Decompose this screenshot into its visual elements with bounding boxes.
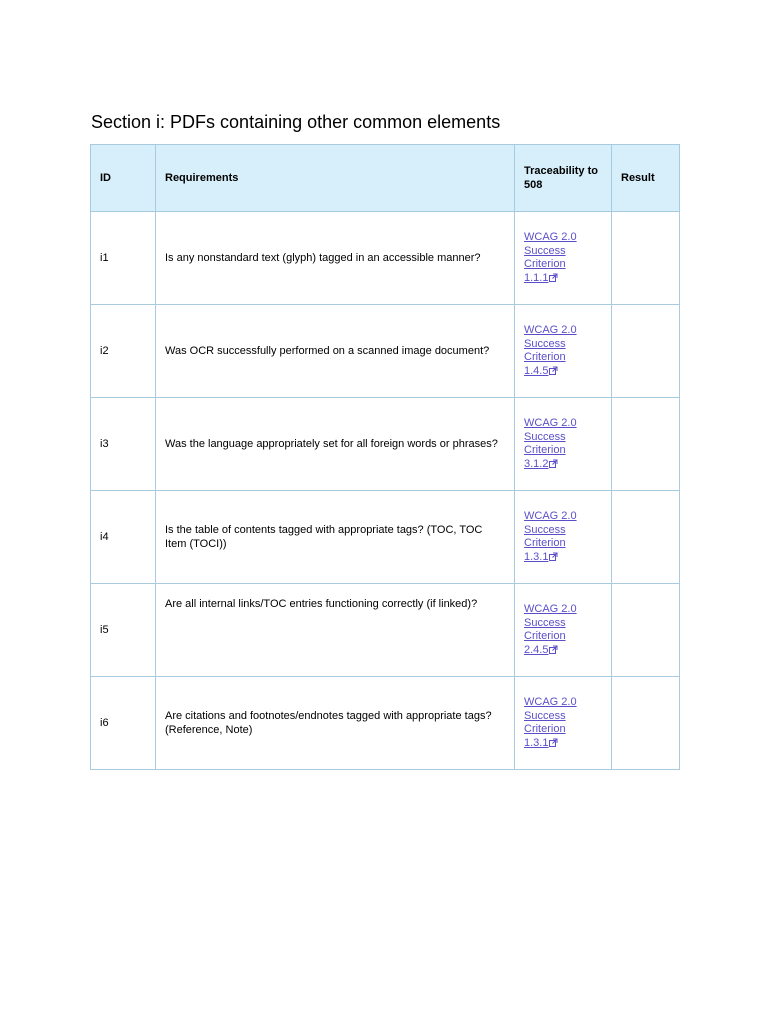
link-line: 3.1.2 xyxy=(524,457,549,470)
header-id: ID xyxy=(91,145,156,212)
link-line: Criterion xyxy=(524,444,566,456)
link-line: WCAG 2.0 xyxy=(524,324,577,336)
link-line: WCAG 2.0 xyxy=(524,696,577,708)
table-row xyxy=(91,584,680,677)
link-line: 1.3.1 xyxy=(524,550,549,563)
link-line: 1.3.1 xyxy=(524,736,549,749)
wcag-link[interactable] xyxy=(524,603,594,657)
row-result xyxy=(612,212,680,305)
row-requirement: Are citations and footnotes/endnotes tagged with appropriate tags? (Reference, Note) xyxy=(156,677,515,770)
header-requirements: Requirements xyxy=(156,145,515,212)
row-traceability xyxy=(515,677,612,770)
row-id: i5 xyxy=(91,584,156,677)
row-result xyxy=(612,305,680,398)
row-requirement: Is the table of contents tagged with appropriate tags? (TOC, TOC Item (TOCI)) xyxy=(156,491,515,584)
wcag-link[interactable] xyxy=(524,696,594,750)
external-link-icon xyxy=(549,645,558,654)
link-line: WCAG 2.0 xyxy=(524,603,577,615)
row-result xyxy=(612,398,680,491)
link-line: Success xyxy=(524,523,566,536)
external-link-icon xyxy=(549,552,558,561)
table-header-row xyxy=(91,145,680,212)
requirements-table xyxy=(90,144,680,770)
link-line: Criterion xyxy=(524,351,566,363)
row-traceability xyxy=(515,212,612,305)
link-line: Criterion xyxy=(524,537,566,549)
row-id: i6 xyxy=(91,677,156,770)
link-line: Success xyxy=(524,430,566,443)
row-requirement: Was the language appropriately set for all foreign words or phrases? xyxy=(156,398,515,491)
row-id: i3 xyxy=(91,398,156,491)
wcag-link[interactable] xyxy=(524,417,594,471)
link-line: 1.1.1 xyxy=(524,271,549,284)
table-row xyxy=(91,491,680,584)
row-requirement: Are all internal links/TOC entries functioning correctly (if linked)? xyxy=(156,584,515,677)
row-traceability xyxy=(515,584,612,677)
table-row xyxy=(91,398,680,491)
link-line: 2.4.5 xyxy=(524,643,549,656)
row-traceability xyxy=(515,398,612,491)
external-link-icon xyxy=(549,738,558,747)
external-link-icon xyxy=(549,459,558,468)
table-row xyxy=(91,677,680,770)
link-line: Success xyxy=(524,616,566,629)
row-result xyxy=(612,677,680,770)
header-result: Result xyxy=(612,145,680,212)
row-id: i2 xyxy=(91,305,156,398)
row-result xyxy=(612,491,680,584)
header-traceability: Traceability to 508 xyxy=(515,145,612,212)
link-line: 1.4.5 xyxy=(524,364,549,377)
link-line: Success xyxy=(524,709,566,722)
section-title: Section i: PDFs containing other common elements xyxy=(91,112,501,132)
link-line: Success xyxy=(524,337,566,350)
link-line: Criterion xyxy=(524,630,566,642)
row-requirement: Was OCR successfully performed on a scanned image document? xyxy=(156,305,515,398)
row-requirement: Is any nonstandard text (glyph) tagged in an accessible manner? xyxy=(156,212,515,305)
row-traceability xyxy=(515,305,612,398)
row-result xyxy=(612,584,680,677)
wcag-link[interactable] xyxy=(524,231,594,285)
link-line: Success xyxy=(524,244,566,257)
link-line: WCAG 2.0 xyxy=(524,510,577,522)
link-line: Criterion xyxy=(524,723,566,735)
table-row xyxy=(91,305,680,398)
wcag-link[interactable] xyxy=(524,510,594,564)
link-line: WCAG 2.0 xyxy=(524,231,577,243)
row-id: i4 xyxy=(91,491,156,584)
table-row xyxy=(91,212,680,305)
link-line: Criterion xyxy=(524,258,566,270)
row-traceability xyxy=(515,491,612,584)
external-link-icon xyxy=(549,273,558,282)
row-id: i1 xyxy=(91,212,156,305)
wcag-link[interactable] xyxy=(524,324,594,378)
external-link-icon xyxy=(549,366,558,375)
link-line: WCAG 2.0 xyxy=(524,417,577,429)
